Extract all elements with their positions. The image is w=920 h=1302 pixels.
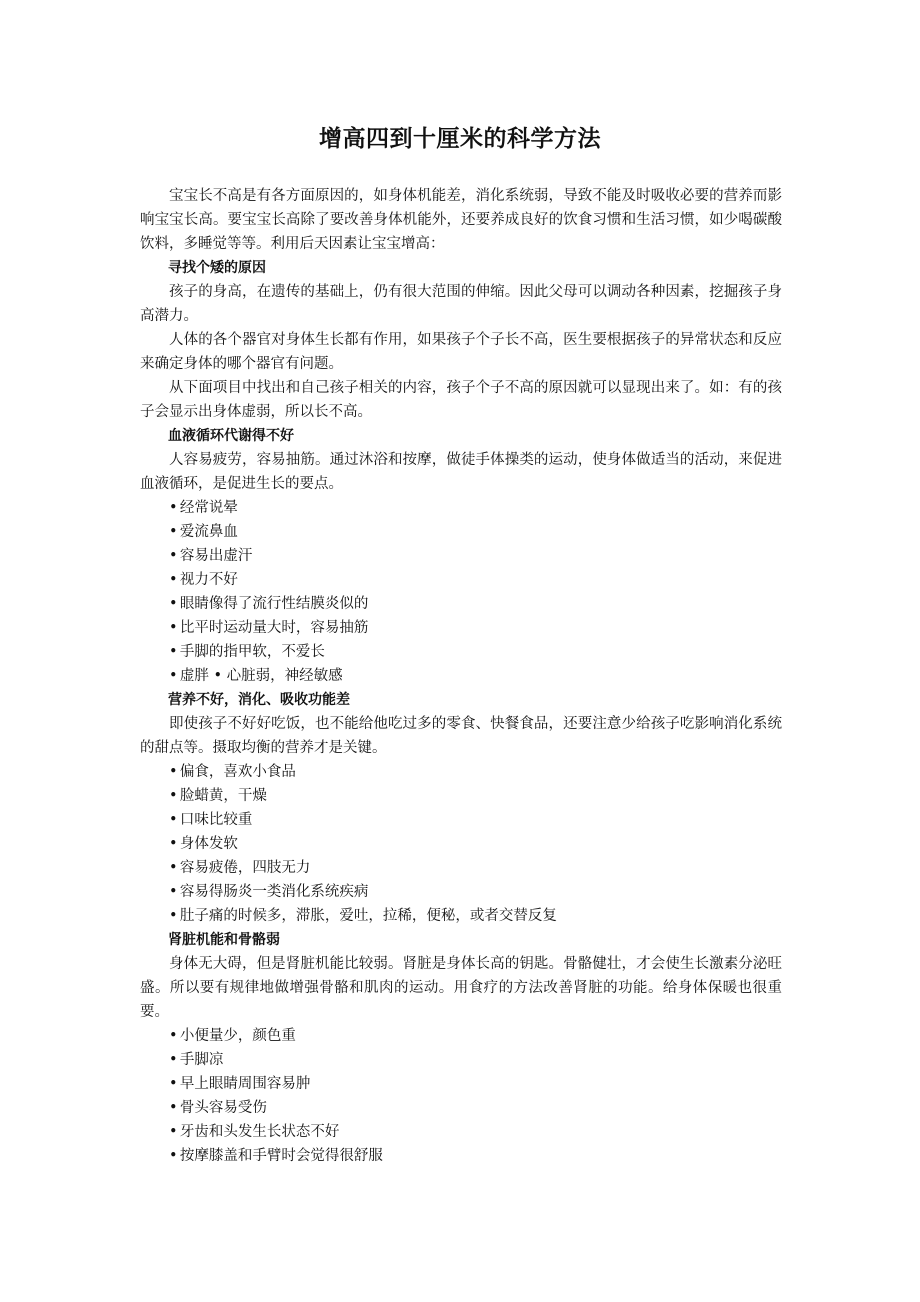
list-item	[169, 1120, 782, 1144]
document-body	[140, 184, 782, 1168]
bullet-icon: •	[169, 1124, 178, 1140]
bullet-icon: •	[169, 812, 178, 828]
bullet-icon: •	[169, 620, 178, 636]
list-item-text: 经常说晕	[179, 500, 238, 516]
list-item-text: 容易出虚汗	[179, 548, 253, 564]
section-paragraph: 孩子的身高，在遗传的基础上，仍有很大范围的伸缩。因此父母可以调动各种因素，挖掘孩子身高潜力。	[140, 284, 782, 324]
bullet-icon: •	[169, 596, 178, 612]
list-item	[169, 496, 782, 520]
intro-paragraph: 宝宝长不高是有各方面原因的，如身体机能差，消化系统弱，导致不能及时吸收必要的营养而影响宝宝长高。要宝宝长高除了要改善身体机能外，还要养成良好的饮食习惯和生活习惯，如少喝碳酸饮料，多睡觉等等。利用后天因素让宝宝增高：	[140, 188, 782, 252]
bullet-icon: •	[169, 1052, 178, 1068]
bullet-icon: •	[169, 1148, 178, 1164]
list-item-text: 身体发软	[179, 836, 238, 852]
list-item-text: 骨头容易受伤	[179, 1100, 267, 1116]
list-item	[169, 520, 782, 544]
symptom-list	[140, 1024, 782, 1168]
section-heading: 血液循环代谢得不好	[168, 428, 294, 444]
section-heading: 营养不好，消化、吸收功能差	[168, 692, 350, 708]
bullet-icon: •	[169, 500, 178, 516]
section-paragraph: 即使孩子不好好吃饭，也不能给他吃过多的零食、快餐食品，还要注意少给孩子吃影响消化系统的甜点等。摄取均衡的营养才是关键。	[140, 716, 782, 756]
bullet-icon: •	[169, 1076, 178, 1092]
list-item	[169, 1072, 782, 1096]
list-item	[169, 832, 782, 856]
list-item-text: 口味比较重	[179, 812, 253, 828]
list-item	[169, 1024, 782, 1048]
list-item-text: 按摩膝盖和手臂时会觉得很舒服	[179, 1148, 383, 1164]
section-heading: 寻找个矮的原因	[168, 260, 266, 276]
bullet-icon: •	[169, 524, 178, 540]
list-item	[169, 760, 782, 784]
bullet-icon: •	[169, 788, 178, 804]
list-item	[169, 616, 782, 640]
list-item-text: 容易得肠炎一类消化系统疾病	[179, 884, 369, 900]
list-item	[169, 1096, 782, 1120]
section-paragraph: 人容易疲劳，容易抽筋。通过沐浴和按摩，做徒手体操类的运动，使身体做适当的活动，来促进血液循环，是促进生长的要点。	[140, 452, 782, 492]
list-item-text: 比平时运动量大时，容易抽筋	[179, 620, 369, 636]
list-item	[169, 904, 782, 928]
bullet-icon: •	[169, 908, 178, 924]
list-item-text: 视力不好	[179, 572, 238, 588]
bullet-icon: •	[169, 836, 178, 852]
list-item	[169, 664, 782, 688]
list-item-text: 眼睛像得了流行性结膜炎似的	[179, 596, 369, 612]
bullet-icon: •	[169, 572, 178, 588]
section-heading: 肾脏机能和骨骼弱	[168, 932, 280, 948]
bullet-icon: •	[169, 548, 178, 564]
list-item-text: 爱流鼻血	[179, 524, 238, 540]
list-item-text: 手脚凉	[179, 1052, 224, 1068]
list-item-text: 小便量少，颜色重	[179, 1028, 296, 1044]
list-item	[169, 592, 782, 616]
list-item-text: 牙齿和头发生长状态不好	[179, 1124, 340, 1140]
list-item	[169, 784, 782, 808]
list-item-text: 手脚的指甲软，不爱长	[179, 644, 325, 660]
list-item	[169, 880, 782, 904]
list-item-text: 偏食，喜欢小食品	[179, 764, 296, 780]
section-paragraph: 身体无大碍，但是肾脏机能比较弱。肾脏是身体长高的钥匙。骨骼健壮，才会使生长激素分泌旺盛。所以要有规律地做增强骨骼和肌肉的运动。用食疗的方法改善肾脏的功能。给身体保暖也很重要。	[140, 956, 782, 1020]
list-item-text: 虚胖 • 心脏弱，神经敏感	[179, 668, 343, 684]
bullet-icon: •	[169, 884, 178, 900]
list-item	[169, 1048, 782, 1072]
symptom-list	[140, 496, 782, 688]
list-item-text: 脸蜡黄，干燥	[179, 788, 267, 804]
bullet-icon: •	[169, 644, 178, 660]
bullet-icon: •	[169, 860, 178, 876]
section-paragraph: 人体的各个器官对身体生长都有作用，如果孩子个子长不高，医生要根据孩子的异常状态和反应来确定身体的哪个器官有问题。	[140, 332, 782, 372]
list-item	[169, 568, 782, 592]
list-item	[169, 856, 782, 880]
list-item	[169, 544, 782, 568]
document-title: 增高四到十厘米的科学方法	[319, 126, 601, 152]
list-item-text: 容易疲倦，四肢无力	[179, 860, 311, 876]
bullet-icon: •	[169, 1028, 178, 1044]
symptom-list	[140, 760, 782, 928]
section-paragraph: 从下面项目中找出和自己孩子相关的内容，孩子个子不高的原因就可以显现出来了。如：有的孩子会显示出身体虚弱，所以长不高。	[140, 380, 782, 420]
list-item-text: 肚子痛的时候多，滞胀，爱吐，拉稀，便秘，或者交替反复	[179, 908, 557, 924]
bullet-icon: •	[169, 764, 178, 780]
list-item	[169, 1144, 782, 1168]
bullet-icon: •	[169, 668, 178, 684]
bullet-icon: •	[169, 1100, 178, 1116]
list-item-text: 早上眼睛周围容易肿	[179, 1076, 311, 1092]
list-item	[169, 640, 782, 664]
list-item	[169, 808, 782, 832]
